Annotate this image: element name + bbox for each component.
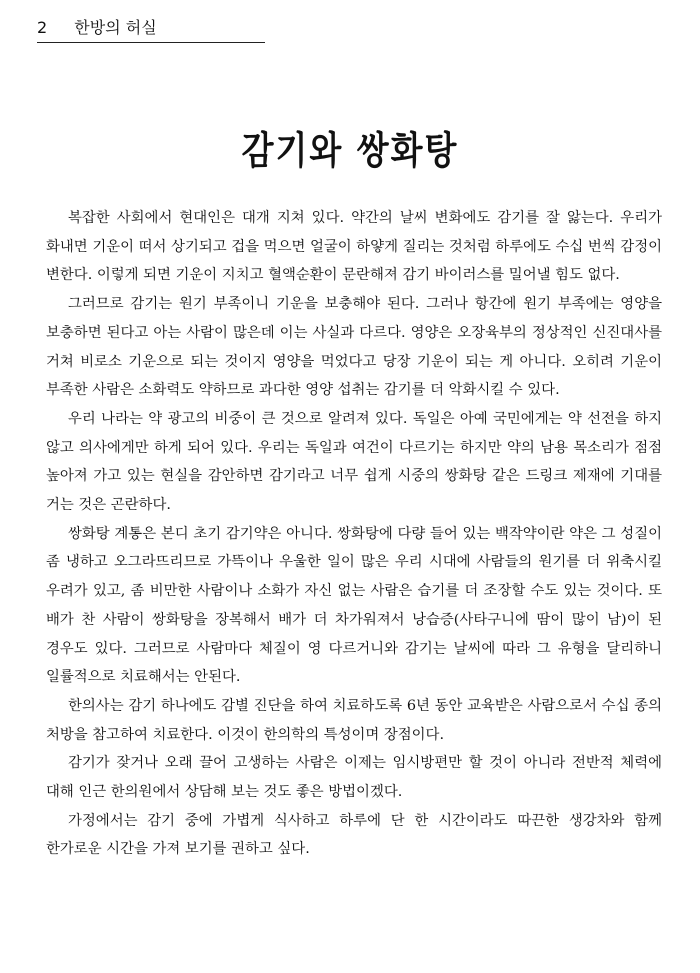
page-number: 2	[37, 18, 48, 37]
paragraph-6: 감기가 잦거나 오래 끌어 고생하는 사람은 이제는 임시방편만 할 것이 아니라 전반적 체력에 대해 인근 한의원에서 상담해 보는 것도 좋은 방법이겠다.	[46, 755, 662, 801]
paragraph-3: 우리 나라는 약 광고의 비중이 큰 것으로 알려져 있다. 독일은 아예 국민에게는 약 선전을 하지 않고 의사에게만 하게 되어 있다. 우리는 독일과 여건이 다르기는 하지만 약의 남용 목소리가 점점 높아져 가고 있는 현실을 감안하면 감기라고 너무 쉽게 시중의 쌍화탕 같은 드링크 제재에 기대를 거는 것은 곤란하다.	[46, 410, 662, 514]
body-text	[46, 204, 662, 864]
paragraph-5: 한의사는 감기 하나에도 감별 진단을 하여 치료하도록 6년 동안 교육받은 사람으로서 수십 종의 처방을 참고하여 치료한다. 이것이 한의학의 특성이며 장점이다.	[46, 697, 662, 743]
paragraph-7: 가정에서는 감기 중에 가볍게 식사하고 하루에 단 한 시간이라도 따끈한 생강차와 함께 한가로운 시간을 가져 보기를 권하고 싶다.	[46, 812, 662, 858]
book-title: 한방의 허실	[74, 18, 157, 37]
paragraph-1: 복잡한 사회에서 현대인은 대개 지쳐 있다. 약간의 날씨 변화에도 감기를 잘 앓는다. 우리가 화내면 기운이 떠서 상기되고 겁을 먹으면 얼굴이 하얗게 질리는 것처럼 하루에도 수십 번씩 감정이 변한다. 이렇게 되면 기운이 지치고 혈액순환이 문란해져 감기 바이러스를 밀어낼 힘도 없다.	[46, 210, 662, 284]
chapter-title: 감기와 쌍화탕	[241, 127, 459, 173]
paragraph-2: 그러므로 감기는 원기 부족이니 기운을 보충해야 된다. 그러나 항간에 원기 부족에는 영양을 보충하면 된다고 아는 사람이 많은데 이는 사실과 다르다. 영양은 오장육부의 정상적인 신진대사를 거쳐 비로소 기운으로 되는 것이지 영양을 먹었다고 당장 기운이 되는 게 아니다. 오히려 기운이 부족한 사람은 소화력도 약하므로 과다한 영양 섭취는 감기를 더 악화시킬 수 있다.	[46, 296, 662, 399]
paragraph-4: 쌍화탕 계통은 본디 초기 감기약은 아니다. 쌍화탕에 다량 들어 있는 백작약이란 약은 그 성질이 좀 냉하고 오그라뜨리므로 가뜩이나 우울한 일이 많은 우리 시대에 사람들의 원기를 더 위축시킬 우려가 있고, 좀 비만한 사람이나 소화가 자신 없는 사람은 습기를 더 조장할 수도 있는 것이다. 또 배가 찬 사람이 쌍화탕을 장복해서 배가 더 차가워져서 낭습증(사타구니에 땀이 많이 남)이 된 경우도 있다. 그러므로 사람마다 체질이 영 다르거니와 감기는 날씨에 따라 그 유형을 달리하니 일률적으로 치료해서는 안된다.	[46, 525, 662, 686]
running-header	[37, 16, 265, 43]
